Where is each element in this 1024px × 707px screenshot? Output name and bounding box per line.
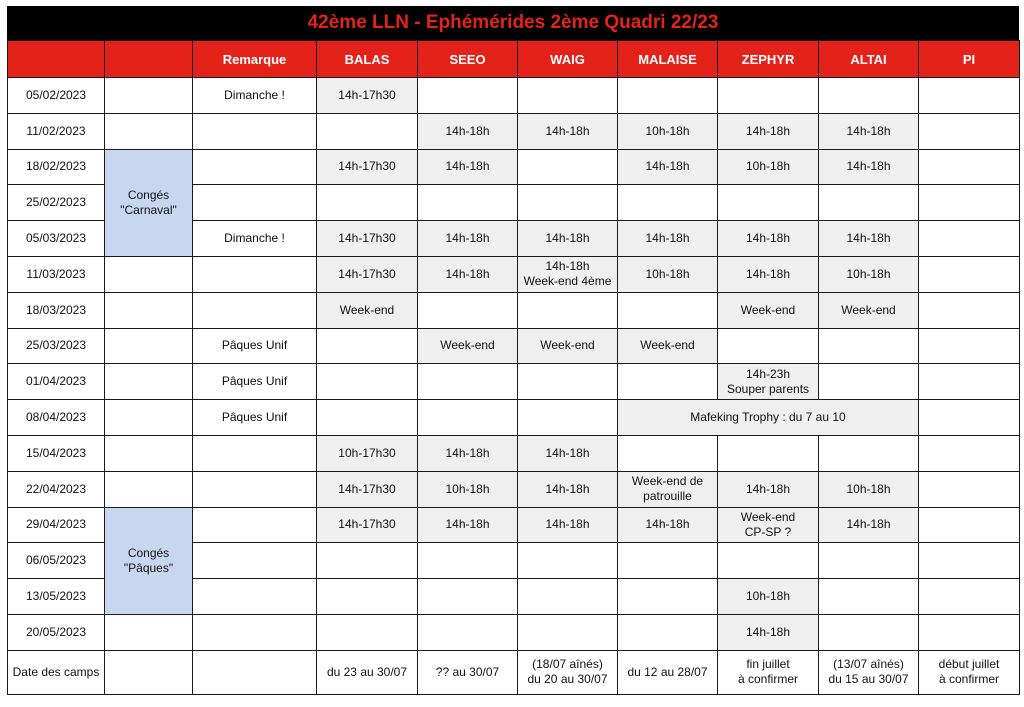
zephyr-cell bbox=[718, 328, 819, 364]
waig-cell bbox=[518, 543, 618, 579]
malaise-cell: 14h-18h bbox=[618, 507, 718, 543]
seeo-cell bbox=[418, 579, 518, 615]
header-malaise: MALAISE bbox=[618, 41, 718, 78]
remarque-cell bbox=[193, 292, 317, 328]
remarque-cell bbox=[193, 579, 317, 615]
camps-row bbox=[8, 650, 1020, 694]
malaise-cell bbox=[618, 435, 718, 471]
altai-cell bbox=[819, 78, 919, 114]
altai-cell: Week-end bbox=[819, 292, 919, 328]
table-row bbox=[8, 364, 1020, 400]
table-row bbox=[8, 614, 1020, 650]
remarque-cell bbox=[193, 113, 317, 149]
remarque-cell: Pâques Unif bbox=[193, 328, 317, 364]
malaise-cell: 14h-18h bbox=[618, 149, 718, 185]
altai-cell bbox=[819, 328, 919, 364]
zephyr-cell: 14h-18h bbox=[718, 471, 819, 507]
header-altai: ALTAI bbox=[819, 41, 919, 78]
sheet-title: 42ème LLN - Ephémérides 2ème Quadri 22/23 bbox=[7, 6, 1019, 40]
balas-cell: 14h-17h30 bbox=[317, 221, 418, 257]
conge-cell bbox=[105, 113, 193, 149]
malaise-cell bbox=[618, 185, 718, 221]
seeo-cell: 14h-18h bbox=[418, 221, 518, 257]
waig-cell bbox=[518, 400, 618, 436]
altai-cell: 14h-18h bbox=[819, 221, 919, 257]
malaise-cell: Week-end de patrouille bbox=[618, 471, 718, 507]
waig-cell bbox=[518, 579, 618, 615]
conge-cell bbox=[105, 614, 193, 650]
waig-cell bbox=[518, 149, 618, 185]
seeo-cell bbox=[418, 78, 518, 114]
conge-cell bbox=[105, 650, 193, 694]
pi-cell bbox=[919, 471, 1020, 507]
waig-cell bbox=[518, 614, 618, 650]
table-row bbox=[8, 507, 1020, 543]
zephyr-cell: Week-end CP-SP ? bbox=[718, 507, 819, 543]
balas-cell: 14h-17h30 bbox=[317, 78, 418, 114]
zephyr-cell: 10h-18h bbox=[718, 149, 819, 185]
altai-cell bbox=[819, 579, 919, 615]
header-conge bbox=[105, 41, 193, 78]
seeo-cell bbox=[418, 292, 518, 328]
seeo-cell: 14h-18h bbox=[418, 149, 518, 185]
remarque-cell bbox=[193, 185, 317, 221]
malaise-camp-cell: du 12 au 28/07 bbox=[618, 650, 718, 694]
seeo-cell bbox=[418, 614, 518, 650]
balas-cell bbox=[317, 543, 418, 579]
seeo-cell bbox=[418, 543, 518, 579]
remarque-cell: Pâques Unif bbox=[193, 400, 317, 436]
header-remarque: Remarque bbox=[193, 41, 317, 78]
seeo-cell bbox=[418, 400, 518, 436]
pi-cell bbox=[919, 113, 1020, 149]
pi-cell bbox=[919, 292, 1020, 328]
waig-cell: 14h-18h bbox=[518, 113, 618, 149]
seeo-cell: 14h-18h bbox=[418, 435, 518, 471]
balas-cell bbox=[317, 400, 418, 436]
malaise-cell: 10h-18h bbox=[618, 113, 718, 149]
pi-cell bbox=[919, 221, 1020, 257]
table-row bbox=[8, 149, 1020, 185]
table-row bbox=[8, 292, 1020, 328]
pi-cell bbox=[919, 579, 1020, 615]
altai-cell bbox=[819, 364, 919, 400]
altai-cell bbox=[819, 435, 919, 471]
conge-cell bbox=[105, 400, 193, 436]
remarque-cell bbox=[193, 471, 317, 507]
header-balas: BALAS bbox=[317, 41, 418, 78]
balas-cell bbox=[317, 113, 418, 149]
balas-cell: 14h-17h30 bbox=[317, 471, 418, 507]
conge-cell bbox=[105, 435, 193, 471]
balas-cell bbox=[317, 364, 418, 400]
date-cell: 13/05/2023 bbox=[8, 579, 105, 615]
altai-cell bbox=[819, 543, 919, 579]
header-seeo: SEEO bbox=[418, 41, 518, 78]
malaise-cell: 10h-18h bbox=[618, 256, 718, 292]
conge-cell bbox=[105, 471, 193, 507]
remarque-cell: Dimanche ! bbox=[193, 78, 317, 114]
zephyr-cell bbox=[718, 185, 819, 221]
seeo-camp-cell: ?? au 30/07 bbox=[418, 650, 518, 694]
zephyr-cell: 14h-18h bbox=[718, 221, 819, 257]
conge-cell bbox=[105, 78, 193, 114]
remarque-cell bbox=[193, 256, 317, 292]
altai-cell: 14h-18h bbox=[819, 113, 919, 149]
seeo-cell: 14h-18h bbox=[418, 507, 518, 543]
conge-cell bbox=[105, 364, 193, 400]
altai-cell bbox=[819, 614, 919, 650]
zephyr-cell: 14h-18h bbox=[718, 256, 819, 292]
waig-cell: 14h-18h bbox=[518, 435, 618, 471]
malaise-cell bbox=[618, 292, 718, 328]
date-cell: 22/04/2023 bbox=[8, 471, 105, 507]
altai-cell: 14h-18h bbox=[819, 507, 919, 543]
remarque-cell: Dimanche ! bbox=[193, 221, 317, 257]
altai-cell: 14h-18h bbox=[819, 149, 919, 185]
seeo-cell: Week-end bbox=[418, 328, 518, 364]
date-cell: 25/03/2023 bbox=[8, 328, 105, 364]
pi-cell bbox=[919, 507, 1020, 543]
zephyr-camp-cell: fin juillet à confirmer bbox=[718, 650, 819, 694]
seeo-cell: 14h-18h bbox=[418, 113, 518, 149]
altai-cell bbox=[819, 185, 919, 221]
malaise-cell bbox=[618, 614, 718, 650]
pi-cell bbox=[919, 543, 1020, 579]
waig-cell: Week-end bbox=[518, 328, 618, 364]
balas-cell: 14h-17h30 bbox=[317, 256, 418, 292]
remarque-cell bbox=[193, 543, 317, 579]
pi-cell bbox=[919, 400, 1020, 436]
waig-cell: 14h-18h bbox=[518, 221, 618, 257]
malaise-cell: 14h-18h bbox=[618, 221, 718, 257]
altai-camp-cell: (13/07 aînés) du 15 au 30/07 bbox=[819, 650, 919, 694]
balas-camp-cell: du 23 au 30/07 bbox=[317, 650, 418, 694]
date-cell: 05/02/2023 bbox=[8, 78, 105, 114]
malaise-cell bbox=[618, 364, 718, 400]
balas-cell bbox=[317, 328, 418, 364]
pi-camp-cell: début juillet à confirmer bbox=[919, 650, 1020, 694]
date-cell: 20/05/2023 bbox=[8, 614, 105, 650]
waig-cell bbox=[518, 364, 618, 400]
pi-cell bbox=[919, 256, 1020, 292]
remarque-cell bbox=[193, 435, 317, 471]
seeo-cell: 14h-18h bbox=[418, 256, 518, 292]
zephyr-cell: 14h-18h bbox=[718, 614, 819, 650]
table-row bbox=[8, 113, 1020, 149]
date-cell: 11/03/2023 bbox=[8, 256, 105, 292]
waig-cell: 14h-18h Week-end 4ème bbox=[518, 256, 618, 292]
table-row bbox=[8, 471, 1020, 507]
pi-cell bbox=[919, 614, 1020, 650]
table-row bbox=[8, 256, 1020, 292]
table-row bbox=[8, 78, 1020, 114]
waig-camp-cell: (18/07 aînés) du 20 au 30/07 bbox=[518, 650, 618, 694]
schedule-sheet bbox=[7, 6, 1019, 695]
zephyr-cell bbox=[718, 543, 819, 579]
remarque-cell bbox=[193, 507, 317, 543]
date-cell: 01/04/2023 bbox=[8, 364, 105, 400]
waig-cell: 14h-18h bbox=[518, 471, 618, 507]
pi-cell bbox=[919, 78, 1020, 114]
pi-cell bbox=[919, 149, 1020, 185]
seeo-cell bbox=[418, 364, 518, 400]
remarque-cell bbox=[193, 650, 317, 694]
balas-cell: Week-end bbox=[317, 292, 418, 328]
malaise-cell bbox=[618, 78, 718, 114]
malaise-cell bbox=[618, 543, 718, 579]
table-row bbox=[8, 435, 1020, 471]
balas-cell bbox=[317, 579, 418, 615]
header-pi: PI bbox=[919, 41, 1020, 78]
header-waig: WAIG bbox=[518, 41, 618, 78]
altai-cell: 10h-18h bbox=[819, 256, 919, 292]
balas-cell: 14h-17h30 bbox=[317, 149, 418, 185]
conge-cell: Congés "Carnaval" bbox=[105, 149, 193, 256]
balas-cell: 10h-17h30 bbox=[317, 435, 418, 471]
malaise-cell: Week-end bbox=[618, 328, 718, 364]
header-date bbox=[8, 41, 105, 78]
waig-cell bbox=[518, 185, 618, 221]
zephyr-cell bbox=[718, 78, 819, 114]
date-cell: 15/04/2023 bbox=[8, 435, 105, 471]
date-cell: 18/03/2023 bbox=[8, 292, 105, 328]
date-cell: 29/04/2023 bbox=[8, 507, 105, 543]
table-row bbox=[8, 328, 1020, 364]
altai-cell: 10h-18h bbox=[819, 471, 919, 507]
zephyr-cell: 14h-18h bbox=[718, 113, 819, 149]
malaise-cell bbox=[618, 579, 718, 615]
date-cell: 05/03/2023 bbox=[8, 221, 105, 257]
pi-cell bbox=[919, 435, 1020, 471]
waig-cell: 14h-18h bbox=[518, 507, 618, 543]
remarque-cell bbox=[193, 614, 317, 650]
remarque-cell: Pâques Unif bbox=[193, 364, 317, 400]
conge-cell bbox=[105, 292, 193, 328]
zephyr-cell bbox=[718, 435, 819, 471]
conge-cell bbox=[105, 256, 193, 292]
waig-cell bbox=[518, 78, 618, 114]
zephyr-cell: 10h-18h bbox=[718, 579, 819, 615]
date-cell: 18/02/2023 bbox=[8, 149, 105, 185]
pi-cell bbox=[919, 364, 1020, 400]
seeo-cell: 10h-18h bbox=[418, 471, 518, 507]
zephyr-cell: 14h-23h Souper parents bbox=[718, 364, 819, 400]
balas-cell bbox=[317, 614, 418, 650]
date-cell: 06/05/2023 bbox=[8, 543, 105, 579]
mafeking-trophy-cell: Mafeking Trophy : du 7 au 10 bbox=[618, 400, 919, 436]
conge-cell: Congés "Pâques" bbox=[105, 507, 193, 614]
schedule-table bbox=[7, 40, 1020, 695]
waig-cell bbox=[518, 292, 618, 328]
conge-cell bbox=[105, 328, 193, 364]
zephyr-cell: Week-end bbox=[718, 292, 819, 328]
table-row bbox=[8, 400, 1020, 436]
camps-label: Date des camps bbox=[8, 650, 105, 694]
balas-cell: 14h-17h30 bbox=[317, 507, 418, 543]
date-cell: 08/04/2023 bbox=[8, 400, 105, 436]
seeo-cell bbox=[418, 185, 518, 221]
header-row bbox=[8, 41, 1020, 78]
pi-cell bbox=[919, 185, 1020, 221]
balas-cell bbox=[317, 185, 418, 221]
remarque-cell bbox=[193, 149, 317, 185]
date-cell: 25/02/2023 bbox=[8, 185, 105, 221]
header-zephyr: ZEPHYR bbox=[718, 41, 819, 78]
pi-cell bbox=[919, 328, 1020, 364]
date-cell: 11/02/2023 bbox=[8, 113, 105, 149]
